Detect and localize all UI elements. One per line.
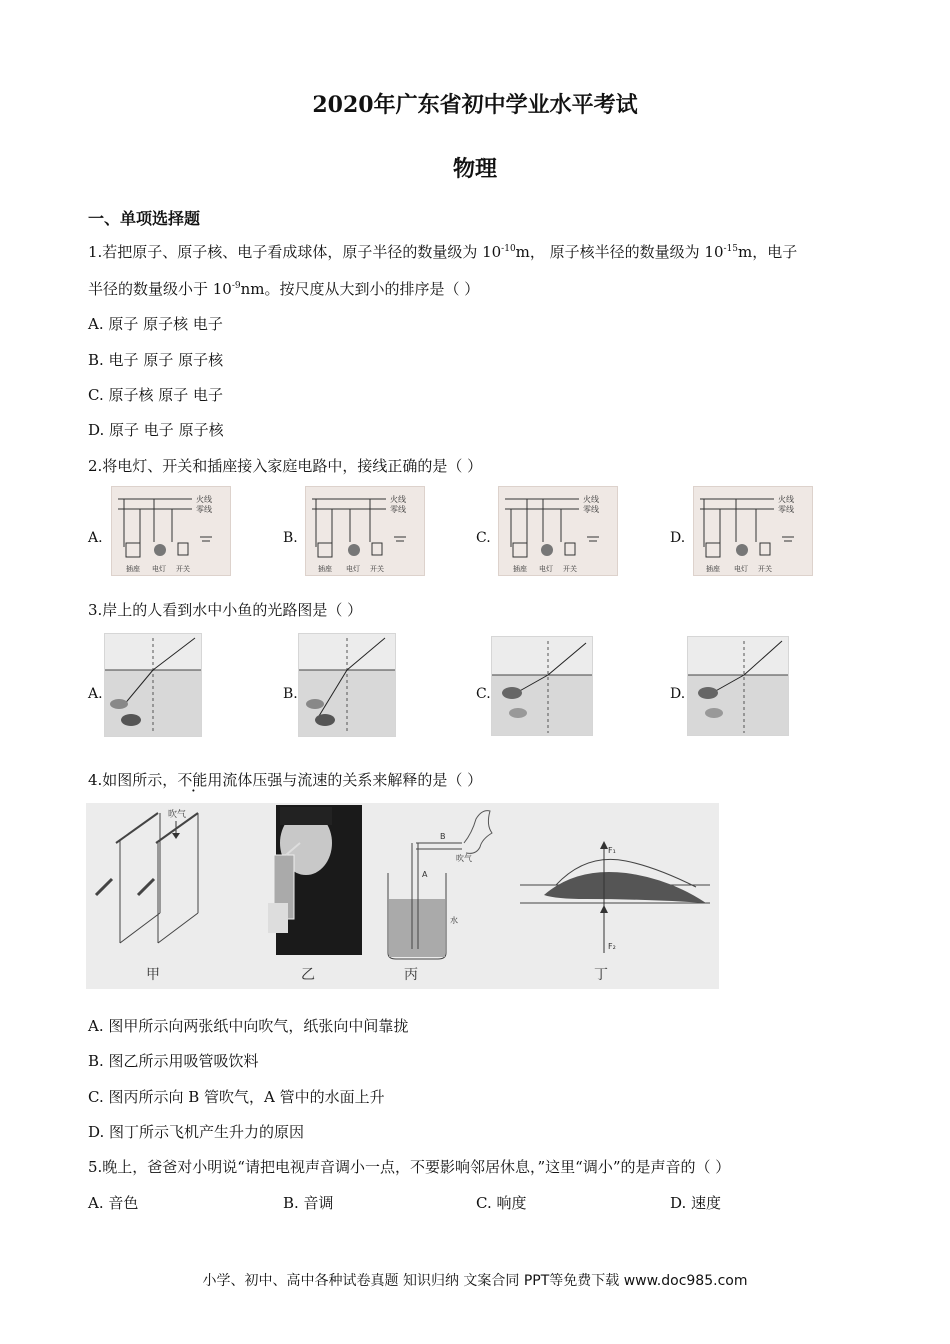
q5-stem: 5.晚上，爸爸对小明说“请把电视声音调小一点，不要影响邻居休息，”这里“调小”的是声音的（ ）	[88, 1158, 731, 1176]
q4-option-b[interactable]: B. 图乙所示用吸管吸饮料	[88, 1052, 259, 1070]
q2-stem: 2.将电灯、开关和插座接入家庭电路中，接线正确的是（ ）	[88, 457, 483, 475]
circuit-diagram-d	[693, 486, 813, 576]
lamp-label: 电灯	[346, 565, 360, 573]
q2-label-a[interactable]: A.	[88, 530, 103, 546]
q3-stem: 3.岸上的人看到水中小鱼的光路图是（ ）	[88, 601, 363, 619]
q2-label-c[interactable]: C.	[476, 530, 491, 546]
lamp-label: 电灯	[539, 565, 553, 573]
subject-title: 物理	[452, 156, 497, 182]
q1-text: m， 原子核半径的数量级为 10	[515, 243, 724, 261]
figure-label-jia: 甲	[146, 967, 160, 983]
lamp-label: 电灯	[734, 565, 748, 573]
circuit-diagram-a	[111, 486, 231, 576]
q4-option-a[interactable]: A. 图甲所示向两张纸中向吹气，纸张向中间靠拢	[88, 1017, 409, 1035]
q4-stem	[88, 770, 482, 790]
neutral-wire-label: 零线	[196, 505, 212, 514]
blow-label: 吹气	[168, 810, 187, 820]
section-heading: 一、单项选择题	[88, 209, 201, 228]
q1-option-b[interactable]: B. 电子 原子 原子核	[88, 351, 224, 369]
exponent: -15	[723, 244, 739, 254]
light-path-figure-c	[491, 636, 593, 736]
live-wire-label: 火线	[390, 495, 406, 504]
socket-label: 插座	[318, 565, 332, 573]
q2-label-d[interactable]: D.	[670, 530, 686, 546]
q1-option-d[interactable]: D. 原子 电子 原子核	[88, 421, 224, 439]
q4-text: 4.如图所示，	[88, 771, 178, 789]
live-wire-label: 火线	[778, 495, 794, 504]
page-footer: 小学、初中、高中各种试卷真题 知识归纳 文案合同 PPT等免费下载 www.doc985.com	[202, 1273, 748, 1289]
circuit-diagram-b	[305, 486, 425, 576]
q3-label-b[interactable]: B.	[283, 686, 298, 702]
q1-option-c[interactable]: C. 原子核 原子 电子	[88, 386, 224, 404]
q1-text: m，电子	[738, 243, 798, 261]
lamp-label: 电灯	[152, 565, 166, 573]
switch-label: 开关	[176, 565, 190, 573]
q1-stem-line2	[88, 279, 479, 299]
q4-option-c[interactable]: C. 图丙所示向 B 管吹气，A 管中的水面上升	[88, 1088, 385, 1106]
figure-label-ding: 丁	[594, 967, 608, 983]
q1-option-a[interactable]: A. 原子 原子核 电子	[88, 315, 223, 333]
light-path-figure-b	[298, 633, 396, 737]
q3-label-a[interactable]: A.	[88, 686, 103, 702]
neutral-wire-label: 零线	[778, 505, 794, 514]
neutral-wire-label: 零线	[583, 505, 599, 514]
q3-label-d[interactable]: D.	[670, 686, 686, 702]
q5-option-d[interactable]: D. 速度	[670, 1194, 722, 1212]
circuit-diagram-c	[498, 486, 618, 576]
switch-label: 开关	[563, 565, 577, 573]
q5-option-c[interactable]: C. 响度	[476, 1194, 527, 1212]
force-f2-label: F₂	[608, 942, 616, 951]
q4-option-d[interactable]: D. 图丁所示飞机产生升力的原因	[88, 1123, 305, 1141]
q1-text: 1.若把原子、原子核、电子看成球体，原子半径的数量级为 10	[88, 243, 502, 261]
q1-text: nm。按尺度从大到小的排序是（ ）	[240, 280, 480, 298]
tube-b-label: B	[440, 832, 446, 841]
q1-stem-line1	[88, 242, 797, 262]
q4-emphasis: 不能	[177, 771, 208, 789]
socket-label: 插座	[706, 565, 720, 573]
fluid-pressure-figure	[86, 803, 719, 989]
live-wire-label: 火线	[583, 495, 599, 504]
q4-text: 用流体压强与流速的关系来解释的是（ ）	[207, 771, 483, 789]
socket-label: 插座	[126, 565, 140, 573]
neutral-wire-label: 零线	[390, 505, 406, 514]
exponent: -9	[231, 281, 241, 291]
light-path-figure-a	[104, 633, 202, 737]
figure-label-bing: 丙	[404, 967, 418, 983]
water-label: 水	[450, 916, 458, 925]
exponent: -10	[501, 244, 516, 254]
socket-label: 插座	[513, 565, 527, 573]
switch-label: 开关	[758, 565, 772, 573]
q5-option-a[interactable]: A. 音色	[88, 1194, 139, 1212]
q3-label-c[interactable]: C.	[476, 686, 491, 702]
switch-label: 开关	[370, 565, 384, 573]
light-path-figure-d	[687, 636, 789, 736]
figure-label-yi: 乙	[301, 967, 315, 983]
blow-label: 吹气	[456, 854, 472, 863]
tube-a-label: A	[422, 870, 428, 879]
exam-title: 2020年广东省初中学业水平考试	[312, 92, 638, 118]
q1-text: 半径的数量级小于 10	[88, 280, 232, 298]
force-f1-label: F₁	[608, 846, 616, 855]
q5-option-b[interactable]: B. 音调	[283, 1194, 334, 1212]
live-wire-label: 火线	[196, 495, 212, 504]
q2-label-b[interactable]: B.	[283, 530, 298, 546]
